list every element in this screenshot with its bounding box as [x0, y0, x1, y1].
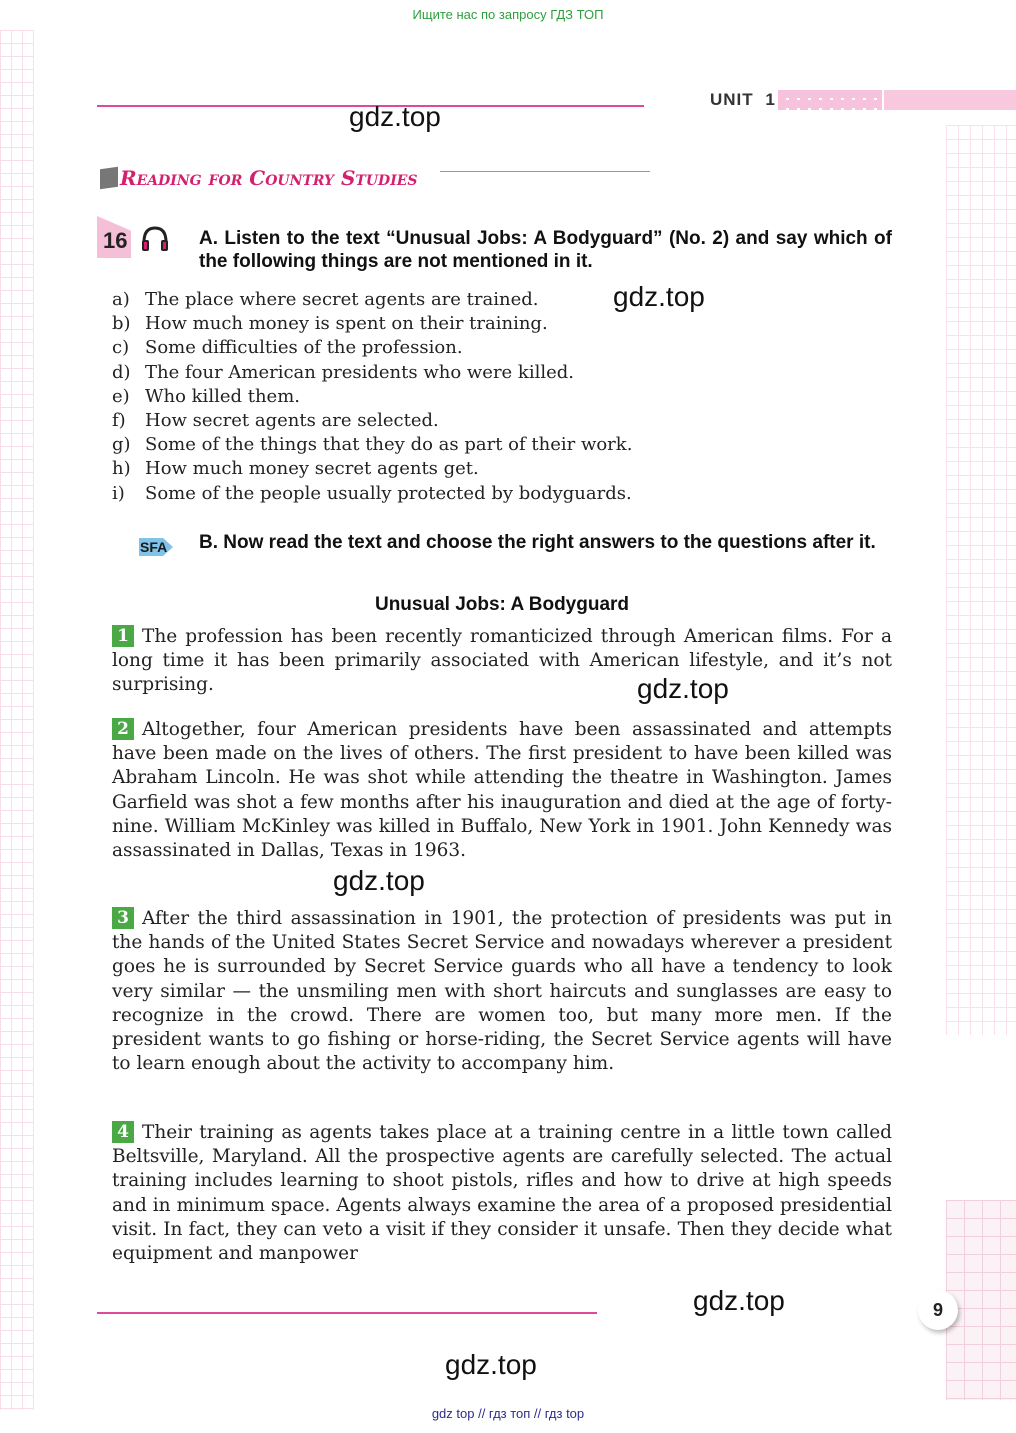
list-item: f) How secret agents are selected.: [112, 410, 439, 432]
headphones-icon: [140, 224, 170, 254]
task-a-instruction: A. Listen to the text “Unusual Jobs: A Bodyguard” (No. 2) and say which of the following things are not mentioned in it.: [199, 228, 892, 272]
list-item: i) Some of the people usually protected by bodyguards.: [112, 482, 632, 504]
sfa-icon: [137, 534, 175, 560]
watermark: gdz.top: [349, 101, 441, 132]
top-search-link[interactable]: Ищите нас по запросу ГДЗ ТОП: [412, 7, 604, 22]
paragraph-number-badge: 2: [112, 718, 134, 740]
left-decorative-pattern: [0, 30, 34, 1410]
watermark: gdz.top: [445, 1349, 537, 1380]
statement-list: [112, 288, 872, 506]
watermark: gdz.top: [637, 673, 729, 704]
paragraph: 3 After the third assassination in 1901, the protection of presidents was put in the hands of the United States Secret Service and nowadays wherever a president goes he is surrounded by Secret Service guards who all have a tendency to look very similar — the unsmiling men with short haircuts and sunglasses are easy to recognize in the crowd. There are women too, but many more men. If the president wants to go fishing or horse-riding, the Secret Service agents will have to learn enough about the activity to accompany him.: [112, 908, 892, 1075]
list-item: a) The place where secret agents are trained.: [112, 289, 539, 310]
list-item: e) Who killed them.: [112, 385, 300, 407]
exercise-number: 16: [103, 228, 128, 253]
right-bottom-decorative-pattern: [946, 1200, 1016, 1400]
text-title: Unusual Jobs: A Bodyguard: [374, 594, 630, 615]
watermark: gdz.top: [613, 281, 705, 312]
page-number: 9: [918, 1290, 958, 1330]
paragraph-number-badge: 3: [112, 907, 134, 929]
unit-label: UNIT 1: [710, 90, 776, 109]
list-item: c) Some difficulties of the profession.: [112, 337, 463, 359]
list-item: h) How much money secret agents get.: [112, 458, 479, 480]
section-chip-icon: [100, 167, 118, 190]
task-b-instruction: B. Now read the text and choose the right answers to the questions after it.: [199, 532, 876, 553]
footer-rule: [97, 1312, 597, 1314]
section-title: Reading for Country Studies: [120, 166, 418, 190]
list-item: b) How much money is spent on their training.: [112, 313, 548, 335]
unit-band: [778, 90, 1016, 110]
paragraph: 1 The profession has been recently romanticized through American films. For a long time it has been primarily associated with American lifestyle, and it’s not surprising.: [112, 626, 892, 696]
footer-links[interactable]: gdz top // гдз топ // гдз top: [431, 1406, 585, 1421]
list-item: d) The four American presidents who were killed.: [112, 361, 575, 383]
paragraph: 2 Altogether, four American presidents have been assassinated and attempts have been made on the lives of others. The first president to have been killed was Abraham Lincoln. He was shot while attending the theatre in Washington. James Garfield was shot a few months after his inauguration and died at the age of forty-nine. William McKinley was killed in Buffalo, New York in 1901. John Kennedy was assassinated in Dallas, Texas in 1963.: [112, 719, 892, 862]
svg-text:SFA: SFA: [140, 539, 168, 555]
paragraph-number-badge: 1: [112, 625, 134, 647]
paragraph: 4 Their training as agents takes place at a training centre in a little town called Beltsville, Maryland. All the prospective agents are carefully selected. The actual training includes learning to shoot pistols, rifles and how to drive at high speeds and in minimum space. Agents always examine the area of a proposed presidential visit. In fact, they can veto a visit if they consider it unsafe. Then they decide what equipment and manpower: [112, 1122, 892, 1265]
paragraph-number-badge: 4: [112, 1121, 134, 1143]
watermark: gdz.top: [333, 865, 425, 896]
watermark: gdz.top: [693, 1285, 785, 1316]
right-decorative-pattern: [946, 125, 1016, 1035]
list-item: g) Some of the things that they do as part of their work.: [112, 434, 633, 456]
